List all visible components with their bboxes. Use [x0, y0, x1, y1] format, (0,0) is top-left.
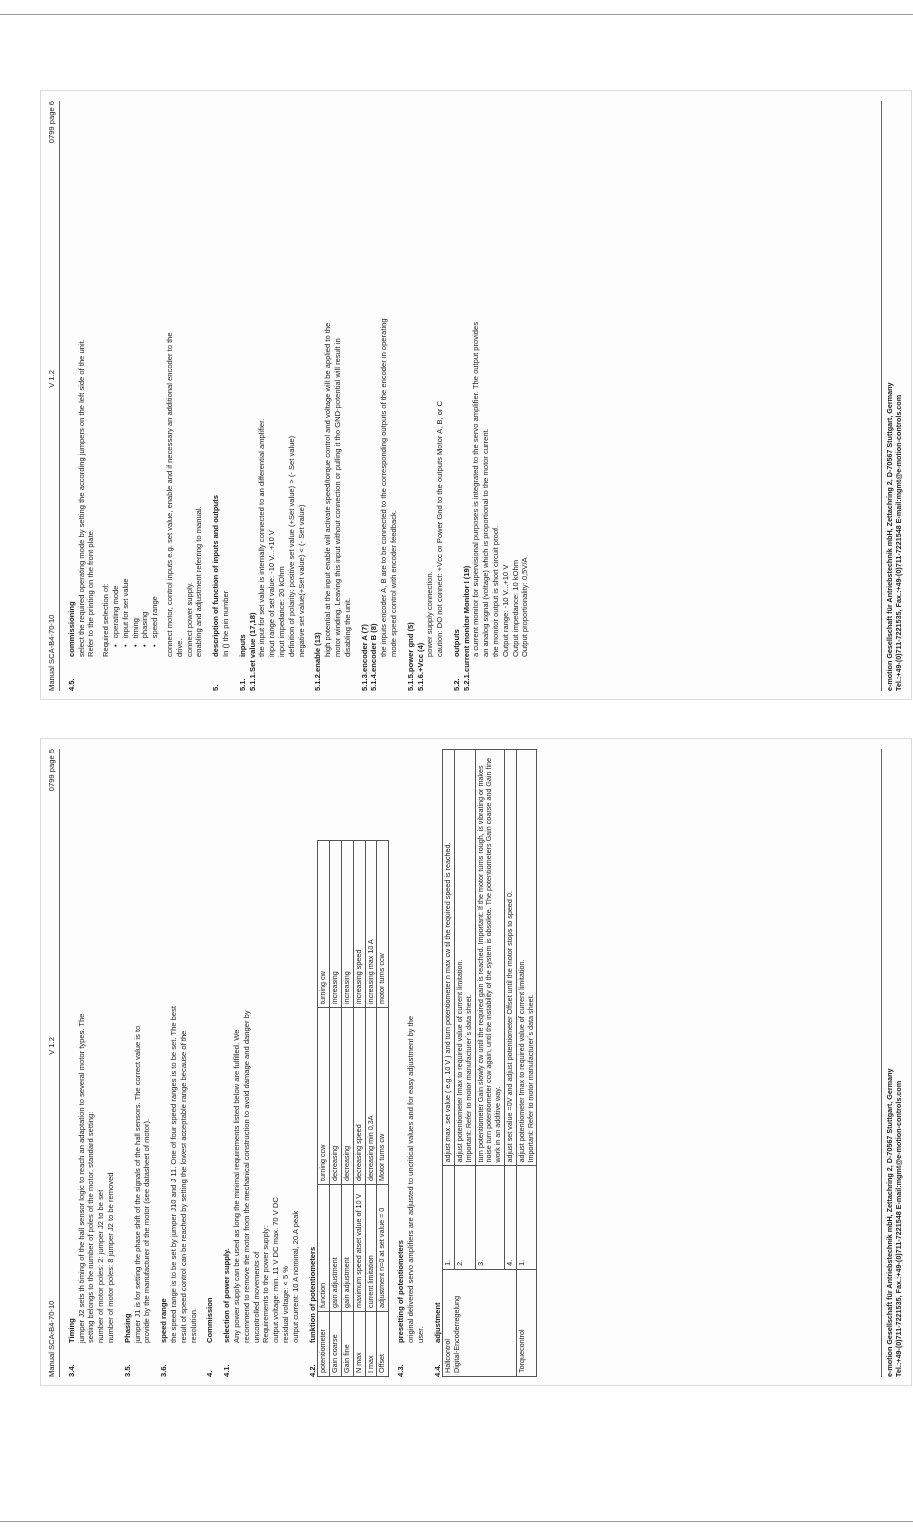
text-line: jumper J2 sets th timing of the hall sensor logic to reach an adaptation to several motor types. The [76, 1013, 86, 1343]
subsection-heading: 5.1.4.encoder B (8) [369, 623, 379, 691]
section-heading: 3.6.speed range [159, 1298, 169, 1377]
table-cell: Motor turns cw [377, 1008, 389, 1185]
text-line: Output range: -10 V...+10 V [500, 564, 510, 657]
section-heading: 5.2.outputs [451, 629, 461, 691]
step-number: 1. [516, 1166, 537, 1269]
table-cell: decreasing min 0,3A [365, 1008, 377, 1185]
text-line: motor winding. Leaving this input without connection or pulling it tho GND-potential will result in [332, 338, 342, 657]
section-heading: 3.5.Phasing [122, 1313, 132, 1377]
table-row [365, 841, 377, 1377]
table-cell: adjustment n=0 at set value = 0 [377, 1185, 389, 1312]
table-cell: Offset [377, 1312, 389, 1377]
page-number: 0799 page 6 [47, 101, 56, 144]
list-item: • speed range [150, 101, 160, 647]
step-number: 3. [475, 1166, 504, 1269]
text-line: the speed range is to be set by jumper J10 and J 11. One of four speed ranges is to be set. The best [168, 1005, 178, 1343]
step-line: Important: Refer to motor manufacturer´s data sheet. [463, 994, 473, 1163]
table-header-row [318, 841, 330, 1377]
header-cell: function [318, 1185, 330, 1312]
mode-cell: Torquecontrol [516, 1269, 537, 1376]
list-item: • timing [131, 101, 141, 647]
text-line: original delivered servo amplifiers are adjusted to uncritical values and for easy adjustment by the [405, 1015, 415, 1343]
text-line: setting belongs to the number of poles of the motor. standard setting: [86, 1111, 96, 1343]
text-line: input range of set value: -10 V...+10 V [267, 529, 277, 657]
section-heading: 4.3.presetting of potentiometers [396, 1240, 406, 1377]
text-line: Required selection of: [101, 583, 111, 657]
manual-id: Manual SCA-B4-70-10 [47, 614, 56, 691]
text-line: residual voltage: < 5 % [280, 1265, 290, 1343]
text-line: Requirements to the power supply: [261, 1225, 271, 1343]
text-line: output voltage: min. 11 V DC max. 70 V DC [271, 1197, 281, 1343]
text-line: definition of polarity: positive set value (+Set value) > (- Set value) [286, 435, 296, 657]
step-text [455, 750, 476, 1166]
text-line: a current monitor for supervisional purposes is integrated to the servo amplifier. The output provides [471, 321, 481, 657]
step-number: 1. [443, 1166, 455, 1269]
table-row [377, 841, 389, 1377]
table-cell: current limitation [365, 1185, 377, 1312]
table-cell: gain adjustment [341, 1185, 353, 1312]
text-line: result of speed control can be reached by setting the lowest acceptable range because of the [178, 1030, 188, 1343]
step-text [516, 750, 537, 1166]
bottom-rule [0, 1521, 913, 1522]
step-text: turn potentiometer Gain slowly cw until the required gain is reached. Important: If the motor turns rough, is vibrating or makes noise turn potentiometer ccw again, until the instability of the system is obsolete. The potentiometers Gain coarse and Gain fine work in an additive way. [475, 750, 504, 1166]
top-rule [0, 14, 913, 15]
table-cell: increasing max 10 A [365, 841, 377, 1008]
text-line: drive. [174, 638, 184, 657]
section-heading: 4.2.funktion of potentiometers [307, 1246, 317, 1377]
text-line: output current: 10 A nominal, 20 A peak [290, 1210, 300, 1343]
footer-company: e-motion Gesellschaft für Antriebstechnik mbH, Zettachring 2, D-70567 Stuttgart, Germany [885, 382, 894, 691]
text-line: Output proportionality: 0,5V/A [520, 557, 530, 657]
step-line: adjust potentiometer Imax to required value of current limitation. [516, 959, 526, 1163]
page-6-sheet [40, 90, 912, 700]
text-line: enabling and adjustment referring to manual. [194, 506, 204, 657]
page-footer [881, 749, 903, 1377]
text-line: uncontrolled movements of [251, 1251, 261, 1343]
step-text: adjust set value =0V and adjust potentiometer Offset until the motor stops to speed 0. [505, 750, 517, 1166]
text-line: Output impedance: 10 kOhm [510, 559, 520, 657]
table-row [353, 841, 365, 1377]
subsection-heading: 5.1.2.enable (13) [313, 632, 323, 691]
text-line: high potential at the input enable will activate speed/torque control and voltage will be applied to the [323, 322, 333, 657]
text-line: caution: DO not connect: +Vcc or Power Gnd to the outputs Motor A, B, or C [435, 401, 445, 657]
text-line: number of motor poles: 2: jumper J2 to be set [96, 1189, 106, 1343]
table-cell: decreasing speed [353, 1008, 365, 1185]
table-cell: Gain fine [341, 1312, 353, 1377]
subsection-heading: 5.1.6.+Vcc (4) [415, 642, 425, 691]
text-line: an analog signal (voltage) which is proportional to the motor current. [481, 428, 491, 657]
page-footer [881, 101, 903, 691]
selection-list [111, 101, 160, 647]
section-heading: 4.4.adjustment [432, 1302, 442, 1377]
table-cell: gain adjustment [330, 1185, 342, 1312]
header-cell: turning ccw [318, 1008, 330, 1185]
table-row [443, 750, 455, 1377]
page-header [47, 101, 60, 691]
mode-label: Digital-Encoderregelung [452, 1295, 462, 1373]
step-number: 4. [505, 1166, 517, 1269]
subsection-heading: 5.2.1.current monitor Monitor I (19) [461, 565, 471, 691]
footer-contact: Tel.:+49-(0)711-7221535, Fax.:+49-(0)711-7221548 E-mail:mgmt@e-motion-controls.com [894, 394, 903, 691]
mode-cell [443, 1269, 517, 1376]
version: V 1.2 [47, 1037, 56, 1055]
version: V 1.2 [47, 370, 56, 388]
step-number: 2. [455, 1166, 476, 1269]
table-cell: decreasing [341, 1008, 353, 1185]
text-line: Refer to the printing on the front plate. [86, 529, 96, 657]
table-cell: increasing speed [353, 841, 365, 1008]
section-heading: 3.4.Timing [66, 1318, 76, 1377]
list-item: • phasing [140, 101, 150, 647]
step-line: Important: Refer to motor manufacturer´s data sheet. [525, 994, 535, 1163]
text-line: power supply connection. [425, 571, 435, 657]
text-line: number of motor poles: 8 jumper J2 to be removed [105, 1172, 115, 1343]
table-cell: motor turns ccw [377, 841, 389, 1008]
table-cell: Gain coarse [330, 1312, 342, 1377]
table-cell: increasing [341, 841, 353, 1008]
page-5-sheet [40, 738, 912, 1386]
text-line: negative set value(+Set value) < (- Set value) [296, 504, 306, 657]
subsection-heading: 5.1.1.Set value (17,18) [247, 612, 257, 691]
text-line: connect motor, control inputs e.g. set value, enable and if necessary an additional encoder to the [164, 332, 174, 657]
step-line: adjust potentiometer Imax to required value of current limitation. [455, 959, 465, 1163]
page-number: 0799 page 5 [47, 749, 56, 792]
text-line: user. [415, 1326, 425, 1343]
text-line: Any power supply can be used as long the minimal requirements listed below are fulfilled. We [231, 1029, 241, 1343]
list-item: • input for set value [121, 101, 131, 647]
table-cell: decreasing [330, 1008, 342, 1185]
step-text: adjust max. set value ( e.g. 10 V ) and turn potentiometer n max cw til the required speed is reached. [443, 750, 455, 1166]
text-line: recommend to remove the motor from the mechanical construction to avoid damage and danger by [241, 1010, 251, 1343]
list-item: • operating mode [111, 101, 121, 647]
text-line: the monitor output is short circuit proof. [491, 525, 501, 657]
table-row [516, 750, 537, 1377]
footer-contact: Tel.:+49-(0)711-7221535, Fax.:+49-(0)711-7221548 E-mail:mgmt@e-motion-controls.com [894, 1080, 903, 1377]
subsection-heading: 5.1.3.encoder A (7) [359, 624, 369, 691]
text-line: resolution. [188, 1307, 198, 1343]
footer-company: e-motion Gesellschaft für Antriebstechnik mbH, Zettachring 2, D-70567 Stuttgart, Germany [885, 1068, 894, 1377]
section-heading: 4.5.commissioning [66, 601, 76, 691]
table-row [330, 841, 342, 1377]
text-line: provide by the manufacturer of the motor (see datasheet of motor). [142, 1118, 152, 1343]
subsection-heading: 5.1.5.power gnd (5) [405, 622, 415, 691]
table-cell: increasing [330, 841, 342, 1008]
text-line: the input for set value is internally connected to an differential amplifier. [257, 418, 267, 657]
section-heading: 4.Commission [205, 1297, 215, 1377]
page-header [47, 749, 60, 1377]
section-heading: 4.1.selection of power supply. [222, 1248, 232, 1377]
text-line: disabling the unit. [342, 597, 352, 657]
header-cell: turning cw [318, 841, 330, 1008]
text-line: jumper J1 is for setting the phase shift of the signals of the hall sensors. The correct value is to [132, 1025, 142, 1343]
text-line: select the required operating mode by setting the according jumpers on the left side of the unit. [76, 339, 86, 657]
section-heading: 5.description of function of inputs and outputs [211, 495, 221, 691]
mode-label: Hallcontrol [443, 1339, 453, 1373]
table-cell: maximum speed atset value of 10 V [353, 1185, 365, 1312]
section-heading: 5.1.inputs [237, 634, 247, 691]
text-line: the inputs encoder A, B are to be connected to the corresponding outputs of the encoder in operating [379, 318, 389, 657]
page-6 [41, 93, 909, 699]
text-line: input impedance: 20 kOhm [276, 566, 286, 657]
text-line: mode speed control with encoder feedback. [388, 510, 398, 657]
header-cell: potentiometer [318, 1312, 330, 1377]
potentiometer-table [317, 840, 389, 1377]
table-cell: I max [365, 1312, 377, 1377]
table-cell: N max [353, 1312, 365, 1377]
adjustment-table [442, 749, 537, 1377]
page-5 [41, 741, 909, 1385]
table-row [341, 841, 353, 1377]
manual-id: Manual SCA-B4-70-10 [47, 1300, 56, 1377]
text-line: connect power supply. [184, 582, 194, 657]
text-line: In () the pin number [220, 590, 230, 657]
